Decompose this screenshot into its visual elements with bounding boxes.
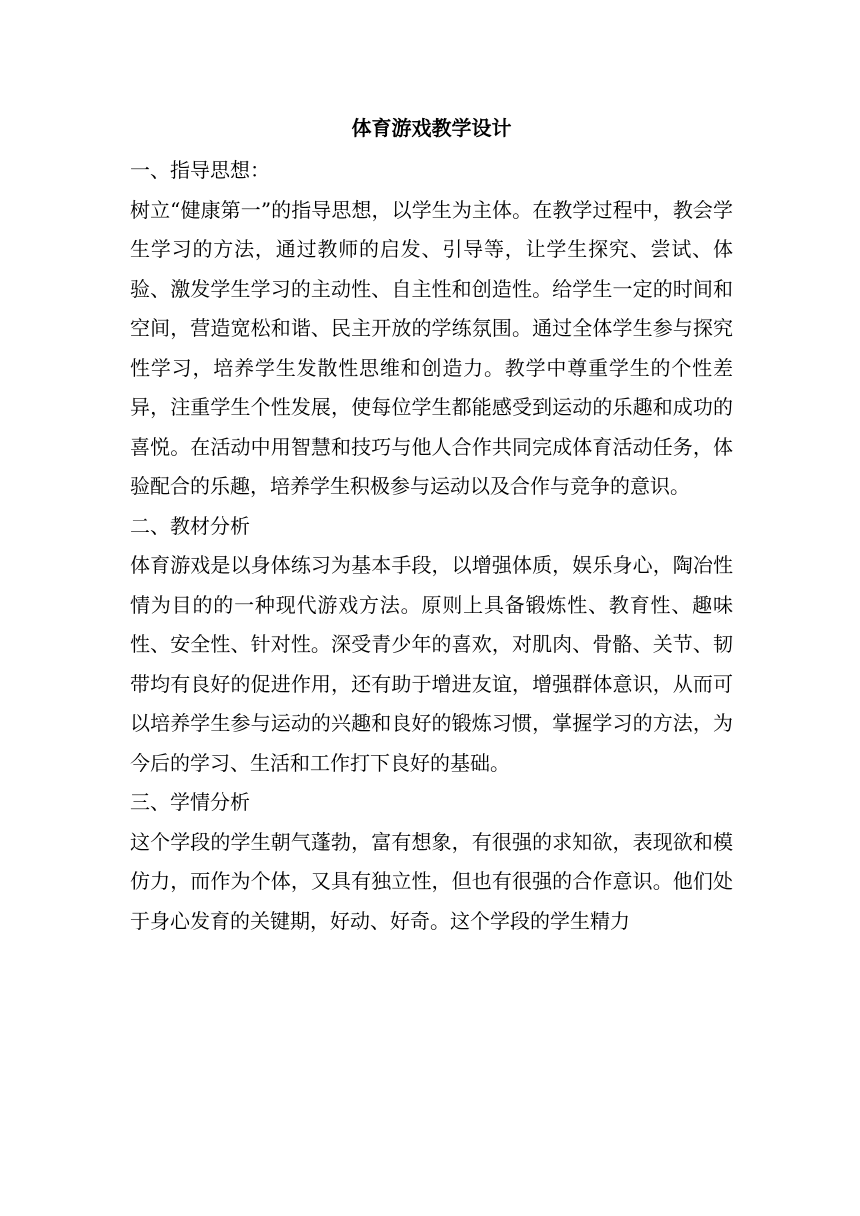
section-heading: 一、指导思想：	[130, 158, 270, 182]
section-heading: 二、教材分析	[130, 513, 250, 538]
section-heading: 三、学情分析	[130, 790, 250, 814]
document-title: 体育游戏教学设计	[351, 116, 512, 140]
section-paragraph: 树立“健康第一”的指导思想，以学生为主体。在教学过程中，教会学生学习的方法，通过教师的启发、引导等，让学生探究、尝试、体验、激发学生学习的主动性、自主性和创造性。给学生一定的时间和空间，营造宽松和谐、民主开放的学练氛围。通过全体学生参与探究性学习，培养学生发散性思维和创造力。教学中尊重学生的个性差异，注重学生个性发展，使每位学生都能感受到运动的乐趣和成功的喜悦。在活动中用智慧和技巧与他人合作共同完成体育活动任务，体验配合的乐趣，培养学生积极参与运动以及合作与竞争的意识。	[130, 197, 733, 498]
section-paragraph: 体育游戏是以身体练习为基本手段，以增强体质，娱乐身心，陶冶性情为目的的一种现代游戏方法。原则上具备锻炼性、教育性、趣味性、安全性、针对性。深受青少年的喜欢，对肌肉、骨骼、关节、韧带均有良好的促进作用，还有助于增进友谊，增强群体意识，从而可以培养学生参与运动的兴趣和良好的锻炼习惯，掌握学习的方法，为今后的学习、生活和工作打下良好的基础。	[130, 553, 733, 775]
section-guiding-ideology	[130, 151, 733, 507]
document-page	[130, 110, 733, 941]
section-student-analysis	[130, 783, 733, 941]
section-paragraph: 这个学段的学生朝气蓬勃，富有想象，有很强的求知欲，表现欲和模仿力，而作为个体，又具有独立性，但也有很强的合作意识。他们处于身心发育的关键期，好动、好奇。这个学段的学生精力	[130, 829, 733, 933]
section-material-analysis	[130, 507, 733, 784]
